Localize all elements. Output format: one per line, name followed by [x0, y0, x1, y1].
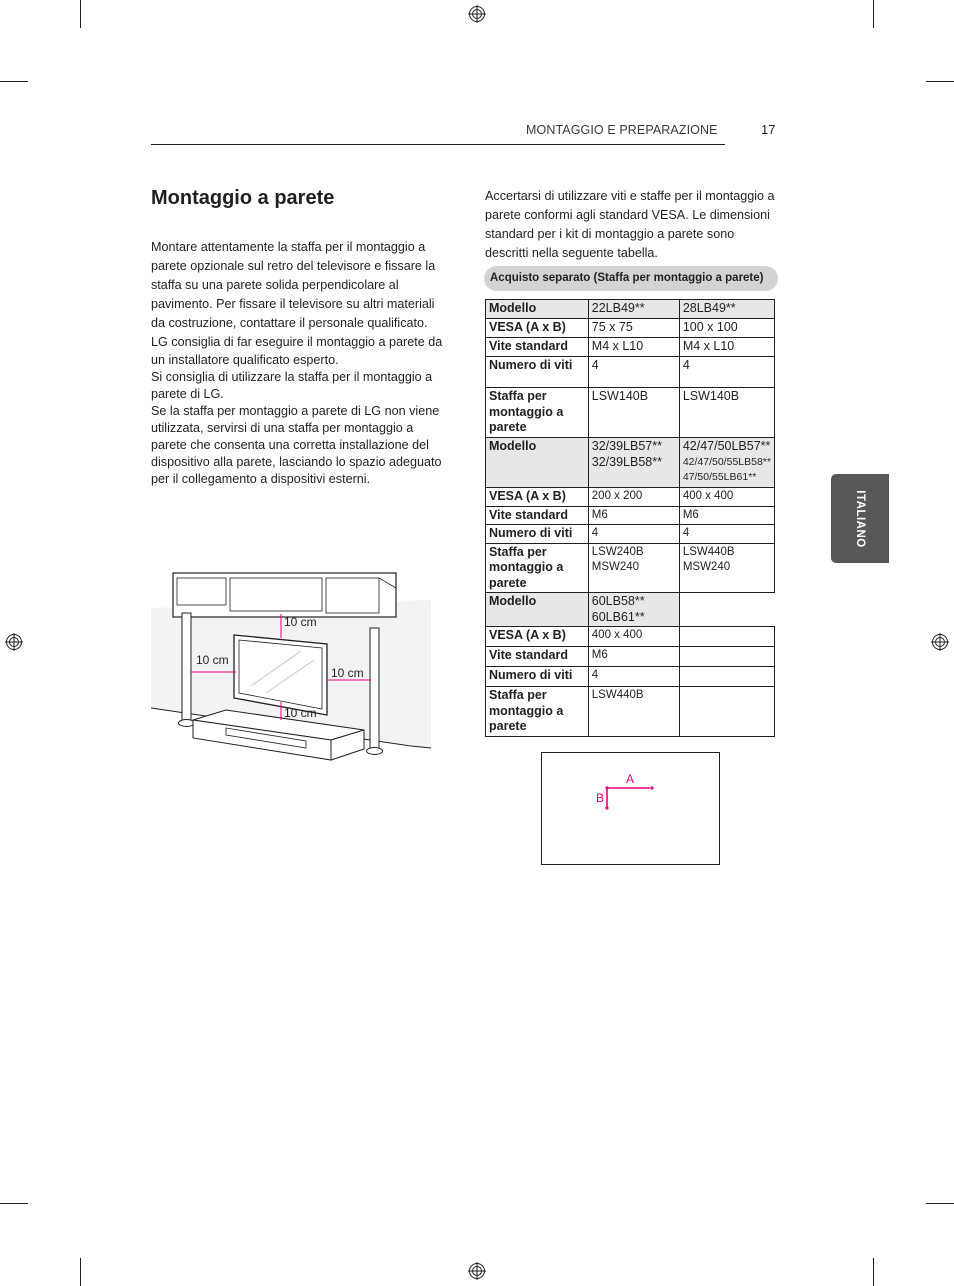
model-line: 32/39LB57**: [591, 439, 662, 453]
row-label: Vite standard: [486, 506, 589, 525]
row-label: Modello: [486, 300, 589, 319]
bracket-line: LSW240B: [591, 545, 644, 558]
table-row: [486, 525, 775, 544]
crop-mark: [80, 1258, 81, 1286]
row-label: Staffa per montaggio a parete: [486, 543, 589, 593]
empty-cell: [679, 687, 774, 737]
table-cell: M4 x L10: [588, 338, 679, 357]
table-cell: 4: [588, 357, 679, 388]
bracket-line: MSW240: [682, 561, 731, 573]
row-label: Staffa per montaggio a parete: [486, 388, 589, 438]
crop-mark: [873, 0, 874, 28]
table-cell: 200 x 200: [588, 488, 679, 507]
page-number: 17: [761, 122, 776, 137]
table-cell: 28LB49**: [679, 300, 774, 319]
row-label: Modello: [486, 438, 589, 488]
bracket-line: LSW440B: [682, 545, 735, 558]
clearance-label-left: 10 cm: [196, 653, 229, 667]
running-header-section: MONTAGGIO E PREPARAZIONE: [526, 123, 718, 137]
table-row: [486, 647, 775, 667]
model-line: 32/39LB58**: [591, 454, 662, 469]
row-label: Modello: [486, 593, 589, 627]
table-row: [486, 543, 775, 593]
body-text-left: [151, 238, 446, 488]
empty-cell: [679, 593, 774, 627]
row-label: Numero di viti: [486, 525, 589, 544]
paragraph: Accertarsi di utilizzare viti e staffe per il montaggio a parete conformi agli standard VESA. Le dimensioni standard per i kit di montaggio a parete sono descritti nella seguente tabella.: [485, 189, 775, 260]
registration-mark-icon: [5, 633, 23, 651]
table-cell: 4: [679, 525, 774, 544]
table-row: [486, 300, 775, 319]
crop-mark: [926, 1203, 954, 1204]
table-cell: M6: [588, 506, 679, 525]
table-row: [486, 319, 775, 338]
table-cell: M6: [588, 647, 679, 667]
row-label: Numero di viti: [486, 667, 589, 687]
table-cell: M4 x L10: [679, 338, 774, 357]
table-row: [486, 357, 775, 388]
registration-mark-icon: [931, 633, 949, 651]
table-cell: M6: [679, 506, 774, 525]
bracket-line: MSW240: [591, 561, 640, 573]
table-row: [486, 627, 775, 647]
empty-cell: [679, 627, 774, 647]
table-row: [486, 667, 775, 687]
registration-mark-icon: [468, 5, 486, 23]
table-cell: LSW440B: [588, 687, 679, 737]
vesa-label-a: A: [626, 772, 635, 786]
row-label: VESA (A x B): [486, 488, 589, 507]
clearance-label-right: 10 cm: [331, 666, 364, 680]
table-row: [486, 388, 775, 438]
section-pill-label: Acquisto separato (Staffa per montaggio a parete): [484, 266, 778, 291]
registration-mark-icon: [468, 1262, 486, 1280]
row-label: VESA (A x B): [486, 319, 589, 338]
crop-mark: [873, 1258, 874, 1286]
crop-mark: [926, 81, 954, 82]
table-cell: LSW140B: [588, 388, 679, 438]
table-row: [486, 687, 775, 737]
table-row: [486, 506, 775, 525]
paragraph: Se la staffa per montaggio a parete di LG non viene utilizzata, servirsi di una staffa per montaggio a parete che consenta una corretta installazione del dispositivo alla parete, lasciando lo spazio adeguato per il collegamento a dispositivi esterni.: [151, 404, 442, 486]
table-cell: [679, 438, 774, 488]
wall-mount-clearance-figure: [151, 568, 433, 763]
empty-cell: [679, 647, 774, 667]
table-cell: 4: [588, 667, 679, 687]
model-line: 60LB58**: [591, 594, 645, 608]
table-cell: 4: [588, 525, 679, 544]
table-row: [486, 438, 775, 488]
table-cell: 400 x 400: [679, 488, 774, 507]
table-row: [486, 593, 775, 627]
table-cell: [588, 543, 679, 593]
table-cell: 4: [679, 357, 774, 388]
row-label: Vite standard: [486, 338, 589, 357]
model-line: 47/50/55LB61**: [682, 471, 757, 483]
section-title: Montaggio a parete: [151, 187, 335, 209]
crop-mark: [0, 81, 28, 82]
language-tab: [831, 474, 889, 563]
table-row: [486, 488, 775, 507]
paragraph: Si consiglia di utilizzare la staffa per il montaggio a parete di LG.: [151, 370, 433, 401]
row-label: Vite standard: [486, 647, 589, 667]
clearance-label-bottom: 10 cm: [284, 706, 317, 720]
table-cell: [588, 593, 679, 627]
table-cell: 100 x 100: [679, 319, 774, 338]
table-cell: 75 x 75: [588, 319, 679, 338]
model-line: 60LB61**: [591, 609, 645, 624]
paragraph: Montare attentamente la staffa per il montaggio a parete opzionale sul retro del televisore e fissare la staffa su una parete solida perpendicolare al pavimento. Per fissare il televisore su altri materiali da costruzione, contattare il personale qualificato.: [151, 240, 436, 330]
header-rule: [151, 144, 725, 145]
table-row: [486, 338, 775, 357]
crop-mark: [80, 0, 81, 28]
model-line: 42/47/50/55LB58**: [682, 455, 771, 468]
table-cell: LSW140B: [679, 388, 774, 438]
table-cell: [588, 438, 679, 488]
crop-mark: [0, 1203, 28, 1204]
body-text-right: [485, 187, 780, 263]
table-cell: 400 x 400: [588, 627, 679, 647]
model-line: 42/47/50LB57**: [682, 439, 771, 453]
empty-cell: [679, 667, 774, 687]
row-label: Staffa per montaggio a parete: [486, 687, 589, 737]
clearance-label-top: 10 cm: [284, 615, 317, 629]
table-cell: [679, 543, 774, 593]
wall-mount-spec-table: [485, 299, 775, 737]
table-cell: 22LB49**: [588, 300, 679, 319]
language-tab-label: ITALIANO: [854, 489, 866, 548]
row-label: VESA (A x B): [486, 627, 589, 647]
vesa-label-b: B: [596, 791, 605, 805]
row-label: Numero di viti: [486, 357, 589, 388]
paragraph: LG consiglia di far eseguire il montaggio a parete da un installatore qualificato esperto.: [151, 335, 443, 367]
